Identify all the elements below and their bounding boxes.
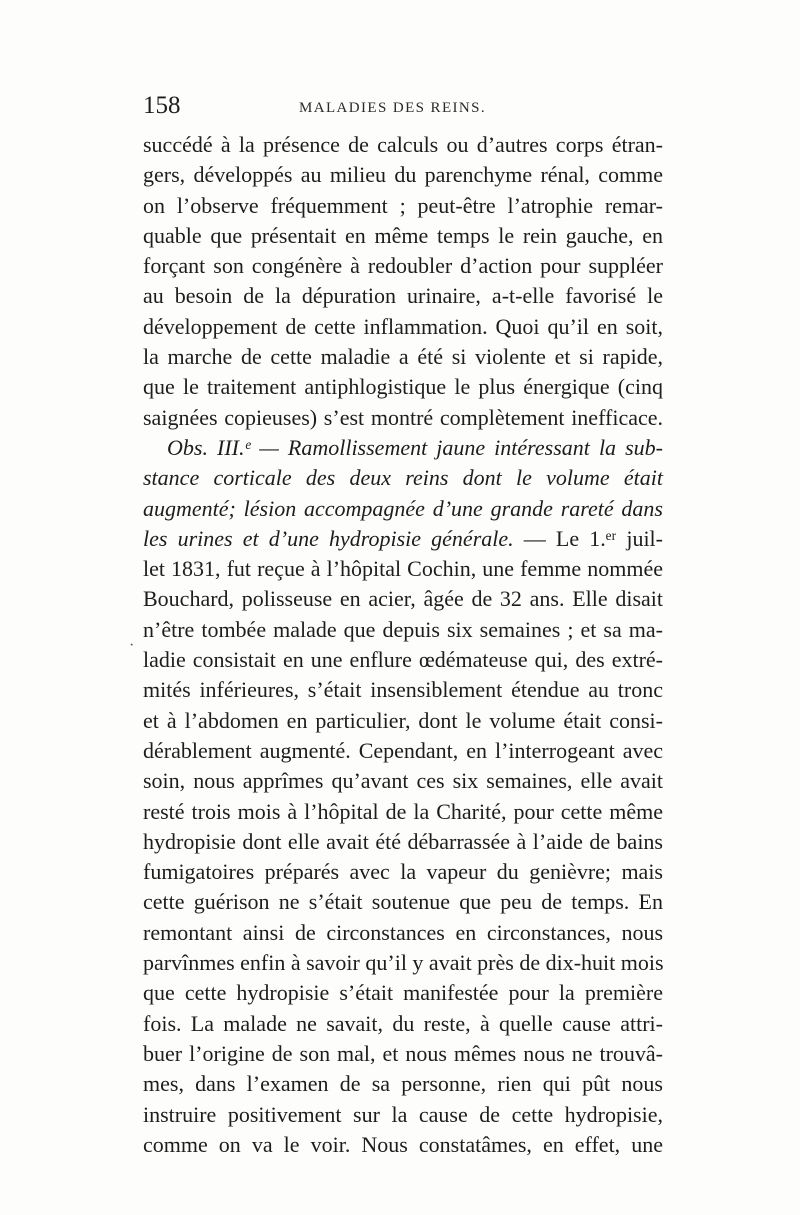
text-line: let 1831, fut reçue à l’hôpital Cochin, une femme nommée — [143, 556, 663, 582]
text-line: hydropisie dont elle avait été débarrassée à l’aide de bains — [143, 828, 663, 854]
text-segment: — Le 1.ᵉʳ juil- — [513, 525, 663, 551]
running-head: MALADIES DES REINS. — [299, 100, 487, 116]
text-line: forçant son congénère à redoubler d’action pour suppléer — [143, 253, 663, 279]
page-header — [143, 92, 663, 122]
text-line: mités inférieures, s’était insensiblement étendue au tronc — [143, 677, 663, 703]
text-line: soin, nous apprîmes qu’avant ces six semaines, elle avait — [143, 768, 663, 794]
text-line: comme on va le voir. Nous constatâmes, en effet, une — [143, 1131, 663, 1157]
text-line: quable que présentait en même temps le rein gauche, en — [143, 222, 663, 248]
text-line: que cette hydropisie s’était manifestée pour la première — [143, 980, 663, 1006]
text-line: instruire positivement sur la cause de cette hydropisie, — [143, 1101, 663, 1127]
text-line: Bouchard, polisseuse en acier, âgée de 32 ans. Elle disait — [143, 586, 663, 612]
text-line: on l’observe fréquemment ; peut-être l’atrophie remar- — [143, 192, 663, 218]
text-line — [143, 433, 663, 463]
margin-mark: · — [129, 637, 135, 654]
text-line — [143, 463, 663, 493]
text-line: fumigatoires préparés avec la vapeur du genièvre; mais — [143, 859, 663, 885]
text-line: buer l’origine de son mal, et nous mêmes nous ne trouvâ- — [143, 1040, 663, 1066]
text-line: au besoin de la dépuration urinaire, a-t-elle favorisé le — [143, 283, 663, 309]
text-line: cette guérison ne s’était soutenue que peu de temps. En — [143, 889, 663, 915]
page-number: 158 — [143, 92, 181, 119]
text-line: et à l’abdomen en particulier, dont le volume était consi- — [143, 707, 663, 733]
text-line: la marche de cette maladie a été si violente et si rapide, — [143, 344, 663, 370]
text-line: fois. La malade ne savait, du reste, à quelle cause attri- — [143, 1010, 663, 1036]
italic-title-segment: les urines et d’une hydropisie générale. — [143, 525, 514, 551]
text-line — [143, 494, 663, 524]
text-line: gers, développés au milieu du parenchyme rénal, comme — [143, 162, 663, 188]
text-line: saignées copieuses) s’est montré complètement inefficace. — [143, 404, 663, 430]
text-line — [143, 524, 663, 554]
italic-title-segment: Ramollissement jaune intéressant la sub- — [287, 434, 663, 460]
text-line: dérablement augmenté. Cependant, en l’interrogeant avec — [143, 737, 663, 763]
text-segment: Obs. III.ᵉ — — [167, 434, 288, 460]
italic-title-segment: stance corticale des deux reins dont le volume était — [143, 465, 663, 491]
text-line: resté trois mois à l’hôpital de la Charité, pour cette même — [143, 798, 663, 824]
body-text — [143, 130, 663, 1160]
text-line: ladie consistait en une enflure œdémateuse qui, des extré- — [143, 647, 663, 673]
text-line: mes, dans l’examen de sa personne, rien qui pût nous — [143, 1071, 663, 1097]
text-line: succédé à la présence de calculs ou d’autres corps étran- — [143, 132, 663, 157]
text-line: n’être tombée malade que depuis six semaines ; et sa ma- — [143, 616, 663, 642]
text-line: parvînmes enfin à savoir qu’il y avait près de dix-huit mois — [143, 950, 664, 976]
text-line: développement de cette inflammation. Quoi qu’il en soit, — [143, 313, 663, 339]
italic-title-segment: augmenté; lésion accompagnée d’une grande rareté dans — [143, 495, 663, 521]
text-line: que le traitement antiphlogistique le plus énergique (cinq — [143, 374, 663, 400]
text-line: remontant ainsi de circonstances en circonstances, nous — [143, 919, 663, 945]
